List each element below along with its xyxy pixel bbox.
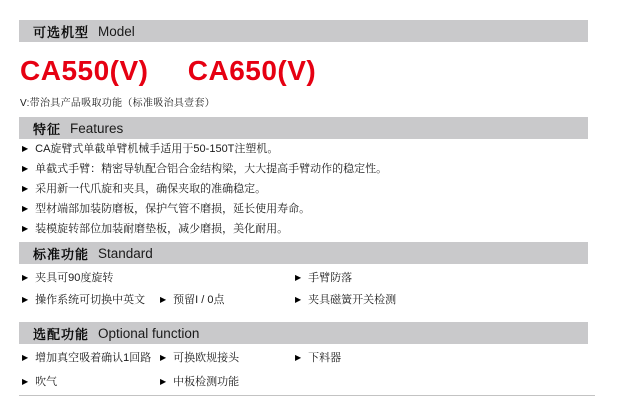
model-name-ca550: CA550(V) [20,55,149,86]
bullet-arrow-icon: ▶ [22,184,29,193]
model-note: V:带治具产品吸取功能（标准吸治具壹套） [20,98,216,109]
model-names [20,55,316,87]
list-item [295,289,396,312]
list-item [22,267,113,290]
bottom-divider [19,395,595,396]
list-item-label: 下料器 [308,352,342,364]
optional-row [22,346,596,370]
list-item [295,346,341,371]
bullet-arrow-icon: ▶ [22,204,29,213]
section-header-standard [19,242,588,264]
list-item-label: 增加真空吸着确认1回路 [35,352,152,364]
feature-item [22,139,387,159]
list-item-label: 夹具可90度旋转 [35,272,114,284]
list-item-label: 吹气 [35,376,58,388]
feature-item-label: 型材端部加装防磨板，保护气管不磨损，延长使用寿命。 [35,203,311,215]
list-item [160,289,225,312]
optional-row [22,370,596,394]
features-list [22,139,387,239]
section-title-en: Standard [98,245,153,261]
feature-item-label: 单截式手臂：精密导轨配合铝合金结构梁，大大提高手臂动作的稳定性。 [35,163,388,175]
bullet-arrow-icon: ▶ [22,377,29,386]
list-item-label: 操作系统可切换中英文 [35,294,146,306]
standard-row [22,267,596,289]
list-item [295,267,352,290]
list-item [22,289,145,312]
section-title-en: Optional function [98,325,200,341]
section-title-en: Features [70,120,124,136]
bullet-arrow-icon: ▶ [22,164,29,173]
list-item [160,370,239,395]
bullet-arrow-icon: ▶ [295,353,302,362]
feature-item-label: CA旋臂式单截单臂机械手适用于50-150T注塑机。 [35,143,279,155]
bullet-arrow-icon: ▶ [160,295,167,304]
bullet-arrow-icon: ▶ [295,273,302,282]
list-item-label: 夹具磁簧开关检测 [308,294,397,306]
bullet-arrow-icon: ▶ [22,224,29,233]
section-header-model [19,20,588,42]
section-header-optional [19,322,588,344]
bullet-arrow-icon: ▶ [22,353,29,362]
model-name-ca650: CA650(V) [187,55,317,86]
standard-list [22,267,596,311]
optional-list [22,346,596,394]
section-title-zh: 选配功能 [33,326,90,342]
section-title-zh: 特征 [33,121,62,137]
feature-item-label: 装模旋转部位加装耐磨垫板，减少磨损，美化耐用。 [35,223,289,235]
bullet-arrow-icon: ▶ [22,144,29,153]
bullet-arrow-icon: ▶ [22,295,29,304]
feature-item [22,199,387,219]
feature-item [22,219,387,239]
bullet-arrow-icon: ▶ [22,273,29,282]
standard-row [22,289,596,311]
section-title-zh: 标准功能 [33,246,90,262]
section-header-features [19,117,588,139]
list-item-label: 中板检测功能 [173,376,240,388]
list-item [22,346,151,371]
list-item [160,346,239,371]
list-item [22,370,57,395]
bullet-arrow-icon: ▶ [160,377,167,386]
list-item-label: 手臂防落 [308,272,353,284]
bullet-arrow-icon: ▶ [295,295,302,304]
feature-item [22,179,387,199]
feature-item-label: 采用新一代爪旋和夹具，确保夹取的准确稳定。 [35,183,267,195]
list-item-label: 可换欧规接头 [173,352,240,364]
feature-item [22,159,387,179]
bullet-arrow-icon: ▶ [160,353,167,362]
list-item-label: 预留I / 0点 [173,294,225,306]
section-title-en: Model [98,23,135,39]
section-title-zh: 可选机型 [33,24,90,40]
